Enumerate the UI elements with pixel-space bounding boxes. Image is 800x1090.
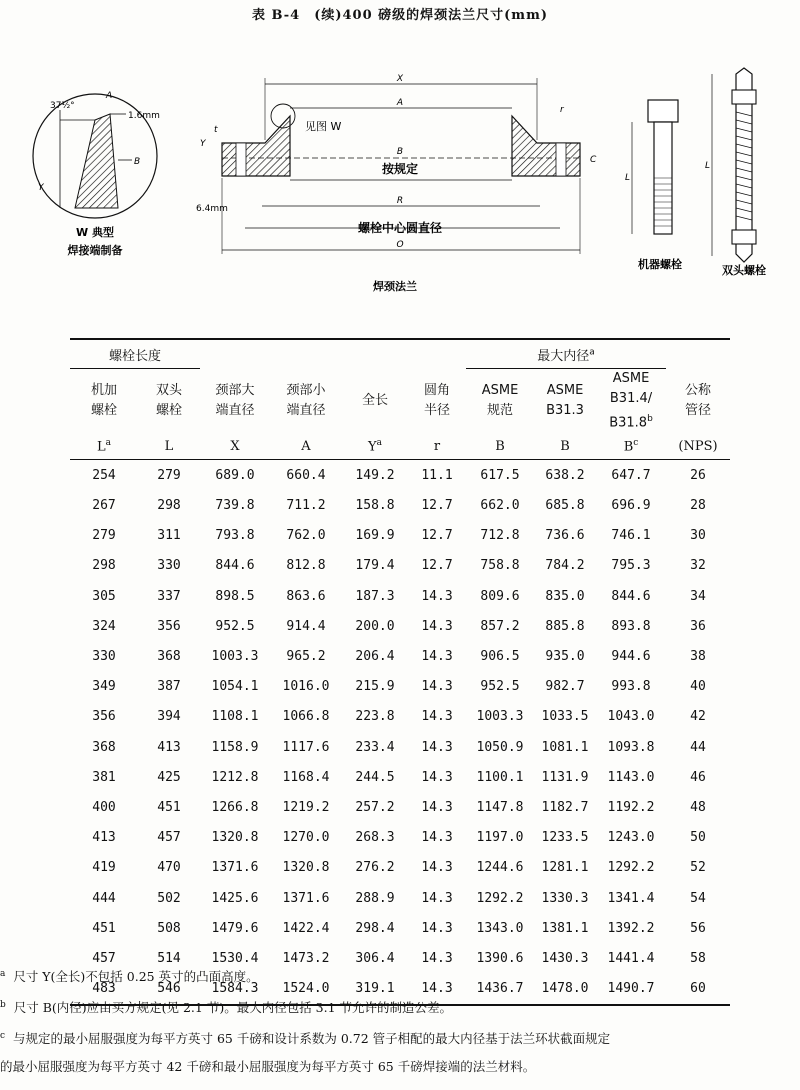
table-row [70, 460, 730, 491]
table-cell: 444 [92, 890, 116, 906]
table-row [70, 641, 730, 671]
table-cell: 647.7 [611, 467, 651, 483]
table-cell: 914.4 [286, 618, 326, 634]
table-cell: 44 [690, 739, 706, 755]
table-cell: 311 [157, 528, 181, 544]
table-cell: 844.6 [215, 558, 255, 574]
table-cell: 1066.8 [282, 709, 330, 725]
table-cell: 14.3 [421, 830, 453, 846]
table-cell: 660.4 [286, 467, 326, 483]
per-spec-label: 按规定 [381, 162, 419, 176]
flange-section [196, 74, 597, 293]
column-header: 双头 螺栓 [155, 383, 182, 419]
table-cell: 1131.9 [541, 769, 589, 785]
table-cell: 14.3 [421, 950, 453, 966]
table-cell: 982.7 [545, 679, 585, 695]
stud-bolt-label: 双头螺栓 [722, 264, 766, 277]
table-cell: 1479.6 [211, 920, 259, 936]
table-cell: 26 [690, 467, 706, 483]
table-cell: 809.6 [480, 588, 520, 604]
table-cell: 368 [157, 649, 181, 665]
table-cell: 1281.1 [541, 860, 589, 876]
bolt-circle-label: 螺栓中心圆直径 [357, 221, 443, 235]
table-cell: 1016.0 [282, 679, 330, 695]
table-row [70, 913, 730, 943]
table-cell: 1043.0 [607, 709, 655, 725]
table-cell: 1233.5 [541, 830, 589, 846]
table-row [70, 551, 730, 581]
dim-a-label: A [396, 98, 404, 108]
table-cell: 1371.6 [211, 860, 259, 876]
table-cell: 36 [690, 618, 706, 634]
table-row [70, 792, 730, 822]
table-cell: 1108.1 [211, 709, 259, 725]
column-symbol: B [534, 433, 596, 460]
w-letter-a: A [106, 91, 113, 101]
w-letter-b: B [134, 157, 141, 167]
machine-bolt-label: 机器螺栓 [638, 258, 682, 271]
table-cell: 330 [157, 558, 181, 574]
table-cell: 14.3 [421, 769, 453, 785]
table-cell: 835.0 [545, 588, 585, 604]
column-header: ASME B31.4/ B31.8$^b$ [609, 371, 653, 431]
table-cell: 38 [690, 649, 706, 665]
table-cell: 885.8 [545, 618, 585, 634]
dim-c-label: C [590, 155, 597, 165]
table-cell: 1266.8 [211, 799, 259, 815]
page-title: 表 B-4 (续)400 磅级的焊颈法兰尺寸(mm) [252, 8, 548, 23]
table-row [70, 762, 730, 792]
table-cell: 254 [92, 467, 116, 483]
table-cell: 758.8 [480, 558, 520, 574]
header-symbol-row [70, 433, 730, 460]
table-cell: 1093.8 [607, 739, 655, 755]
table-row [70, 581, 730, 611]
table-cell: 1003.3 [211, 649, 259, 665]
table-cell: 56 [690, 920, 706, 936]
table-cell: 46 [690, 769, 706, 785]
table-cell: 898.5 [215, 588, 255, 604]
table-cell: 12.7 [421, 558, 453, 574]
table-cell: 288.9 [355, 890, 395, 906]
table-cell: 1081.1 [541, 739, 589, 755]
table-cell: 413 [157, 739, 181, 755]
table-cell: 337 [157, 588, 181, 604]
table-row [70, 672, 730, 702]
table-cell: 1320.8 [282, 860, 330, 876]
table-cell: 179.4 [355, 558, 395, 574]
table-cell: 1422.4 [282, 920, 330, 936]
column-symbol: (NPS) [666, 433, 730, 460]
flange-drawing [0, 28, 800, 328]
flange-caption: 焊颈法兰 [373, 280, 417, 293]
table-row [70, 521, 730, 551]
table-cell: 40 [690, 679, 706, 695]
detail-w [33, 91, 160, 257]
table-cell: 617.5 [480, 467, 520, 483]
table-row [70, 823, 730, 853]
table-row [70, 611, 730, 641]
table-cell: 400 [92, 799, 116, 815]
table-cell: 279 [157, 467, 181, 483]
dim-y-label: Y [200, 139, 206, 149]
table-cell: 206.4 [355, 649, 395, 665]
table-cell: 306.4 [355, 950, 395, 966]
column-symbol: A [270, 433, 342, 460]
table-cell: 1197.0 [476, 830, 524, 846]
group-bolt-length: 螺栓长度 [70, 339, 200, 369]
column-symbol: B [466, 433, 534, 460]
table-cell: 34 [690, 588, 706, 604]
table-cell: 14.3 [421, 618, 453, 634]
column-header: 圆角 半径 [423, 382, 450, 418]
table-cell: 149.2 [355, 467, 395, 483]
table-cell: 514 [157, 950, 181, 966]
table-cell: 638.2 [545, 467, 585, 483]
table-cell: 736.6 [545, 528, 585, 544]
table-cell: 215.9 [355, 679, 395, 695]
table-cell: 1292.2 [607, 860, 655, 876]
table-cell: 1392.2 [607, 920, 655, 936]
table-row [70, 853, 730, 883]
dim-r-label: R [396, 196, 404, 206]
table-cell: 952.5 [215, 618, 255, 634]
dim-b-label: B [396, 147, 404, 157]
table-cell: 60 [666, 974, 730, 1005]
table-cell: 394 [157, 709, 181, 725]
w-letter-y: Y [38, 183, 44, 193]
table-cell: 1054.1 [211, 679, 259, 695]
dim-r-small-label: r [560, 105, 564, 115]
table-cell: 298 [157, 498, 181, 514]
table-cell: 762.0 [286, 528, 326, 544]
table-cell: 368 [92, 739, 116, 755]
table-cell: 267 [92, 498, 116, 514]
table-cell: 906.5 [480, 649, 520, 665]
table-cell: 451 [157, 799, 181, 815]
table-cell: 1524.0 [270, 974, 342, 1005]
table-cell: 1143.0 [607, 769, 655, 785]
table-cell: 662.0 [480, 498, 520, 514]
table-cell: 1212.8 [211, 769, 259, 785]
table-cell: 305 [92, 588, 116, 604]
see-w-label: 见图 W [305, 120, 342, 133]
table-cell: 965.2 [286, 649, 326, 665]
table-cell: 1473.2 [282, 950, 330, 966]
table-body [70, 460, 730, 1005]
table-cell: 508 [157, 920, 181, 936]
table-cell: 298.4 [355, 920, 395, 936]
table-cell: 200.0 [355, 618, 395, 634]
table-cell: 457 [157, 830, 181, 846]
table-cell: 14.3 [421, 588, 453, 604]
table-cell: 784.2 [545, 558, 585, 574]
dimensions-table-wrap [70, 338, 730, 1006]
table-cell: 14.3 [421, 799, 453, 815]
table-cell: 863.6 [286, 588, 326, 604]
table-cell: 1147.8 [476, 799, 524, 815]
table-cell: 14.3 [421, 709, 453, 725]
table-cell: 413 [92, 830, 116, 846]
table-cell: 14.3 [421, 649, 453, 665]
table-cell: 1182.7 [541, 799, 589, 815]
table-cell: 1330.3 [541, 890, 589, 906]
table-cell: 1341.4 [607, 890, 655, 906]
column-header: 公称 管径 [684, 382, 711, 418]
table-cell: 1436.7 [466, 974, 534, 1005]
table-cell: 696.9 [611, 498, 651, 514]
column-symbol: $Y^a$ [342, 433, 408, 460]
table-cell: 685.8 [545, 498, 585, 514]
table-cell: 1168.4 [282, 769, 330, 785]
table-cell: 1381.1 [541, 920, 589, 936]
table-cell: 483 [70, 974, 138, 1005]
table-cell: 1219.2 [282, 799, 330, 815]
table-cell: 298 [92, 558, 116, 574]
table-cell: 1584.3 [200, 974, 270, 1005]
table-cell: 276.2 [355, 860, 395, 876]
dim-x-label: X [396, 74, 404, 84]
column-symbol: L [138, 433, 200, 460]
group-max-bore: 最大内径$^a$ [466, 339, 666, 369]
table-cell: 1530.4 [211, 950, 259, 966]
table-cell: 1244.6 [476, 860, 524, 876]
table-cell: 546 [138, 974, 200, 1005]
table-row [70, 702, 730, 732]
table-cell: 1478.0 [534, 974, 596, 1005]
table-cell: 1390.6 [476, 950, 524, 966]
table-cell: 14.3 [421, 920, 453, 936]
column-header: ASME B31.3 [546, 383, 584, 419]
table-cell: 387 [157, 679, 181, 695]
table-cell: 169.9 [355, 528, 395, 544]
table-cell: 30 [690, 528, 706, 544]
table-cell: 279 [92, 528, 116, 544]
table-cell: 11.1 [421, 467, 453, 483]
table-cell: 1192.2 [607, 799, 655, 815]
table-cell: 28 [690, 498, 706, 514]
table-cell: 187.3 [355, 588, 395, 604]
table-cell: 1320.8 [211, 830, 259, 846]
dim-6-4-label: 6.4mm [196, 204, 228, 214]
table-cell: 844.6 [611, 588, 651, 604]
table-cell: 944.6 [611, 649, 651, 665]
dim-t-label: t [214, 125, 218, 135]
table-cell: 1243.0 [607, 830, 655, 846]
table-cell: 470 [157, 860, 181, 876]
header-name-row [70, 369, 730, 434]
table-cell: 14.3 [408, 974, 466, 1005]
column-symbol: $B^c$ [596, 433, 666, 460]
stud-bolt-l: L [705, 161, 711, 171]
table-cell: 419 [92, 860, 116, 876]
table-cell: 268.3 [355, 830, 395, 846]
column-symbol: $L^a$ [70, 433, 138, 460]
table-cell: 689.0 [215, 467, 255, 483]
table-row [70, 883, 730, 913]
table-cell: 712.8 [480, 528, 520, 544]
table-cell: 502 [157, 890, 181, 906]
table-cell: 1050.9 [476, 739, 524, 755]
table-cell: 893.8 [611, 618, 651, 634]
machine-bolt [625, 100, 682, 271]
header-group-row [70, 339, 730, 369]
table-cell: 1117.6 [282, 739, 330, 755]
table-cell: 14.3 [421, 739, 453, 755]
table-cell: 1343.0 [476, 920, 524, 936]
flange-figure [0, 28, 800, 328]
table-cell: 746.1 [611, 528, 651, 544]
column-header: 机加 螺栓 [90, 383, 117, 419]
footnotes [0, 960, 800, 1081]
table-cell: 952.5 [480, 679, 520, 695]
table-cell: 233.4 [355, 739, 395, 755]
table-cell: 457 [92, 950, 116, 966]
table-cell: 356 [157, 618, 181, 634]
column-header: 全长 [361, 392, 388, 408]
table-cell: 223.8 [355, 709, 395, 725]
table-cell: 1003.3 [476, 709, 524, 725]
table-cell: 14.3 [421, 679, 453, 695]
table-cell: 349 [92, 679, 116, 695]
table-cell: 451 [92, 920, 116, 936]
table-cell: 319.1 [342, 974, 408, 1005]
table-cell: 795.3 [611, 558, 651, 574]
column-symbol: r [408, 433, 466, 460]
table-cell: 1270.0 [282, 830, 330, 846]
table-row [70, 491, 730, 521]
detail-label-2: 焊接端制备 [67, 244, 123, 257]
table-cell: 1490.7 [596, 974, 666, 1005]
column-header: ASME 规范 [481, 383, 519, 419]
table-cell: 356 [92, 709, 116, 725]
table-cell: 12.7 [421, 528, 453, 544]
table-cell: 711.2 [286, 498, 326, 514]
table-cell: 324 [92, 618, 116, 634]
footnote-a: $^a$ 尺寸 Y(全长)不包括 0.25 英寸的凸面高度。 [0, 969, 259, 985]
table-cell: 50 [690, 830, 706, 846]
table-cell: 381 [92, 769, 116, 785]
machine-bolt-l: L [625, 173, 631, 183]
column-symbol: X [200, 433, 270, 460]
dim-1-6-label: 1.6mm [128, 111, 160, 121]
detail-label-1: W 典型 [76, 226, 114, 239]
table-cell: 1430.3 [541, 950, 589, 966]
table-cell: 158.8 [355, 498, 395, 514]
table-cell: 52 [690, 860, 706, 876]
table-cell: 857.2 [480, 618, 520, 634]
table-cell: 739.8 [215, 498, 255, 514]
column-header: 颈部小 端直径 [286, 382, 326, 418]
dim-o-label: O [396, 240, 404, 250]
column-header: 颈部大 端直径 [215, 382, 255, 418]
table-cell: 935.0 [545, 649, 585, 665]
table-cell: 1100.1 [476, 769, 524, 785]
table-cell: 993.8 [611, 679, 651, 695]
table-cell: 48 [690, 799, 706, 815]
footnote-c: $^c$ 与规定的最小屈服强度为每平方英寸 65 千磅和设计系数为 0.72 管子相配的最大内径基于法兰环状截面规定 [0, 1031, 611, 1047]
table-cell: 1158.9 [211, 739, 259, 755]
footnote-c-cont: 的最小屈服强度为每平方英寸 42 千磅和最小屈服强度为每平方英寸 65 千磅焊接端的法兰材料。 [0, 1059, 536, 1075]
table-cell: 54 [690, 890, 706, 906]
table-cell: 42 [690, 709, 706, 725]
table-cell: 1441.4 [607, 950, 655, 966]
table-cell: 14.3 [421, 860, 453, 876]
dimensions-table [70, 338, 730, 1006]
footnote-b: $^b$ 尺寸 B(内径)应由买方规定(见 2.1 节)。最大内径包括 3.1 节允许的制造公差。 [0, 1000, 453, 1016]
table-cell: 793.8 [215, 528, 255, 544]
table-cell: 1033.5 [541, 709, 589, 725]
table-cell: 32 [690, 558, 706, 574]
stud-bolt [705, 68, 766, 277]
table-cell: 1292.2 [476, 890, 524, 906]
table-row [70, 732, 730, 762]
table-cell: 330 [92, 649, 116, 665]
table-cell: 1371.6 [282, 890, 330, 906]
angle-label: 37½° [50, 101, 75, 111]
table-cell: 425 [157, 769, 181, 785]
table-cell: 244.5 [355, 769, 395, 785]
table-cell: 257.2 [355, 799, 395, 815]
table-cell: 812.8 [286, 558, 326, 574]
table-cell: 1425.6 [211, 890, 259, 906]
table-cell: 14.3 [421, 890, 453, 906]
table-cell: 12.7 [421, 498, 453, 514]
table-cell: 58 [690, 950, 706, 966]
